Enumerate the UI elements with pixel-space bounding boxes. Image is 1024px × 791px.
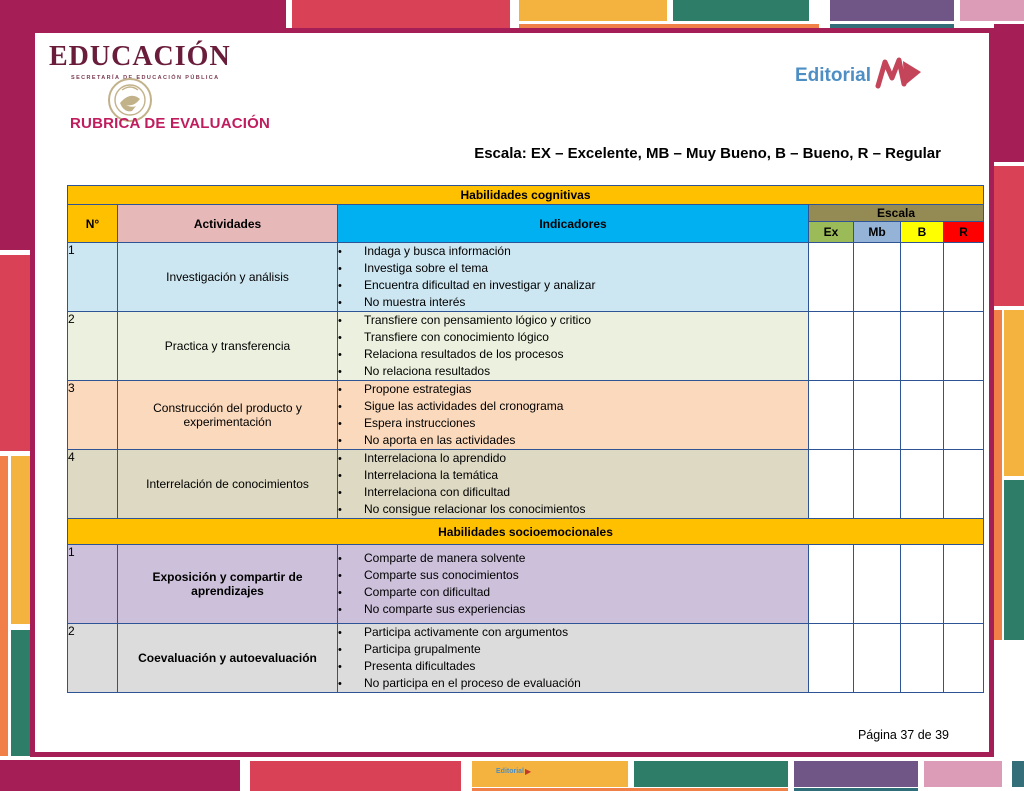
indicator-text: Comparte con dificultad (364, 585, 491, 599)
bullet-icon: • (338, 504, 342, 516)
border-tile (11, 630, 30, 756)
bullet-icon: • (338, 263, 342, 275)
border-tile (472, 761, 628, 787)
indicator-item (338, 467, 808, 484)
bullet-icon: • (338, 470, 342, 482)
indicator-text: Participa activamente con argumentos (364, 625, 569, 639)
border-tile (994, 24, 1024, 162)
activity-cell: Construcción del producto y experimentación (118, 381, 338, 450)
table-row (68, 312, 984, 381)
border-tile (1004, 480, 1024, 640)
border-tile (673, 0, 809, 21)
indicator-item (338, 381, 808, 398)
bullet-icon: • (338, 418, 342, 430)
indicator-text: Espera instrucciones (364, 416, 476, 430)
indicator-item (338, 584, 808, 601)
bullet-icon: • (338, 587, 342, 599)
bullet-icon: • (338, 280, 342, 292)
border-tile (1004, 310, 1024, 476)
border-tile (994, 310, 1002, 640)
activity-cell: Coevaluación y autoevaluación (118, 624, 338, 693)
bullet-icon: • (338, 678, 342, 690)
column-header-activities: Actividades (118, 205, 338, 243)
bullet-icon: • (338, 349, 342, 361)
editorial-md-mini-logo (496, 767, 531, 776)
border-tile (960, 0, 1024, 21)
indicator-text: Relaciona resultados de los procesos (364, 347, 564, 361)
indicator-text: Presenta dificultades (364, 659, 476, 673)
editorial-mini-text: Editorial (496, 768, 525, 775)
indicator-item (338, 398, 808, 415)
bullet-icon: • (338, 435, 342, 447)
scale-cell-r (944, 624, 984, 693)
scale-cell-b (901, 450, 944, 519)
bullet-icon: • (338, 246, 342, 258)
activity-cell: Exposición y compartir de aprendizajes (118, 545, 338, 624)
indicator-text: Comparte sus conocimientos (364, 568, 519, 582)
border-tile (924, 761, 1002, 787)
educacion-subtitle: SECRETARÍA DE EDUCACIÓN PÚBLICA (71, 75, 220, 81)
indicator-item (338, 432, 808, 449)
indicator-text: No muestra interés (364, 295, 466, 309)
page (30, 28, 994, 757)
scale-cell-b (901, 381, 944, 450)
editorial-text: Editorial (794, 64, 871, 86)
row-number: 2 (68, 624, 118, 693)
scale-cell-mb (854, 381, 901, 450)
scale-cell-r (944, 450, 984, 519)
scale-level-mb: Mb (854, 222, 901, 243)
educacion-logo (49, 41, 309, 81)
indicators-cell (338, 243, 809, 312)
section-header-socioemotional: Habilidades socioemocionales (68, 519, 984, 545)
border-tile (794, 761, 918, 787)
table-row (68, 450, 984, 519)
border-tile (0, 456, 8, 756)
border-tile (519, 0, 667, 21)
indicator-item (338, 277, 808, 294)
row-number: 1 (68, 545, 118, 624)
page-number: Página 37 de 39 (857, 728, 949, 742)
activity-cell: Investigación y análisis (118, 243, 338, 312)
scale-cell-ex (809, 624, 854, 693)
indicator-text: No participa en el proceso de evaluación (364, 676, 581, 690)
scale-cell-ex (809, 450, 854, 519)
indicator-item (338, 675, 808, 692)
indicator-item (338, 484, 808, 501)
scale-legend: Escala: EX – Excelente, MB – Muy Bueno, B – Bueno, R – Regular (474, 145, 941, 162)
indicator-text: Participa grupalmente (364, 642, 481, 656)
border-tile (0, 760, 240, 791)
bullet-icon: • (338, 644, 342, 656)
bullet-icon: • (338, 570, 342, 582)
border-tile (292, 0, 510, 28)
indicator-item (338, 641, 808, 658)
section-header-cognitive: Habilidades cognitivas (68, 186, 984, 205)
indicator-item (338, 550, 808, 567)
border-tile (11, 456, 30, 624)
bullet-icon: • (338, 661, 342, 673)
indicator-item (338, 450, 808, 467)
indicator-item (338, 243, 808, 260)
bullet-icon: • (338, 332, 342, 344)
border-tile (994, 166, 1024, 306)
row-number: 4 (68, 450, 118, 519)
bullet-icon: • (338, 604, 342, 616)
scale-cell-ex (809, 545, 854, 624)
activity-cell: Practica y transferencia (118, 312, 338, 381)
scale-cell-r (944, 312, 984, 381)
indicators-cell (338, 624, 809, 693)
indicator-item (338, 601, 808, 618)
indicator-item (338, 294, 808, 311)
bullet-icon: • (338, 553, 342, 565)
indicator-item (338, 312, 808, 329)
scale-cell-b (901, 545, 944, 624)
scale-cell-mb (854, 450, 901, 519)
indicators-cell (338, 450, 809, 519)
scale-cell-ex (809, 381, 854, 450)
border-tile (1012, 761, 1024, 787)
indicator-text: No comparte sus experiencias (364, 602, 526, 616)
scale-cell-mb (854, 312, 901, 381)
table-row (68, 381, 984, 450)
table-row (68, 545, 984, 624)
border-tile (830, 0, 954, 21)
page-title: RUBRICA DE EVALUACIÓN (70, 115, 271, 132)
indicator-text: Propone estrategias (364, 382, 472, 396)
bullet-icon: • (338, 315, 342, 327)
indicator-item (338, 415, 808, 432)
column-header-scale: Escala (809, 205, 984, 222)
scale-cell-b (901, 624, 944, 693)
bullet-icon: • (338, 384, 342, 396)
indicator-text: Encuentra dificultad en investigar y analizar (364, 278, 596, 292)
row-number: 3 (68, 381, 118, 450)
table-row (68, 624, 984, 693)
border-tile (250, 761, 461, 791)
indicator-text: Sigue las actividades del cronograma (364, 399, 564, 413)
bullet-icon: • (338, 453, 342, 465)
indicators-cell (338, 381, 809, 450)
md-mark-icon (873, 55, 923, 96)
scale-level-r: R (944, 222, 984, 243)
indicators-cell (338, 545, 809, 624)
scale-cell-r (944, 243, 984, 312)
border-tile (0, 28, 30, 250)
indicator-text: Interrelaciona la temática (364, 468, 499, 482)
indicator-item (338, 329, 808, 346)
indicator-text: No consigue relacionar los conocimientos (364, 502, 586, 516)
indicator-text: Investiga sobre el tema (364, 261, 489, 275)
scale-level-b: B (901, 222, 944, 243)
indicator-item (338, 346, 808, 363)
editorial-md-logo (795, 55, 923, 96)
column-header-num: N° (68, 205, 118, 243)
scale-cell-b (901, 312, 944, 381)
indicators-cell (338, 312, 809, 381)
border-tile (634, 761, 788, 787)
scale-cell-mb (854, 545, 901, 624)
bullet-icon: • (338, 297, 342, 309)
bullet-icon: • (338, 366, 342, 378)
indicator-text: Transfiere con pensamiento lógico y critico (364, 313, 591, 327)
indicator-text: Interrelaciona lo aprendido (364, 451, 507, 465)
column-header-indicators: Indicadores (338, 205, 809, 243)
scale-cell-mb (854, 243, 901, 312)
bullet-icon: • (338, 627, 342, 639)
indicator-text: No relaciona resultados (364, 364, 491, 378)
indicator-text: Comparte de manera solvente (364, 551, 526, 565)
scale-cell-ex (809, 312, 854, 381)
scale-cell-b (901, 243, 944, 312)
row-number: 2 (68, 312, 118, 381)
indicator-text: No aporta en las actividades (364, 433, 516, 447)
indicator-text: Indaga y busca información (364, 244, 511, 258)
indicator-item (338, 501, 808, 518)
indicator-item (338, 624, 808, 641)
indicator-item (338, 567, 808, 584)
row-number: 1 (68, 243, 118, 312)
scale-cell-ex (809, 243, 854, 312)
border-tile (0, 255, 30, 451)
indicator-item (338, 363, 808, 380)
bullet-icon: • (338, 487, 342, 499)
scale-cell-r (944, 381, 984, 450)
scale-cell-r (944, 545, 984, 624)
scale-cell-mb (854, 624, 901, 693)
editorial-mini-play-icon: ▶ (525, 767, 532, 776)
bullet-icon: • (338, 401, 342, 413)
table-row (68, 243, 984, 312)
border-tile (0, 0, 286, 28)
indicator-text: Transfiere con conocimiento lógico (364, 330, 549, 344)
rubric-table (67, 185, 984, 693)
scale-level-ex: Ex (809, 222, 854, 243)
activity-cell: Interrelación de conocimientos (118, 450, 338, 519)
educacion-wordmark: EDUCACIÓN (49, 41, 231, 72)
indicator-item (338, 260, 808, 277)
indicator-text: Interrelaciona con dificultad (364, 485, 511, 499)
indicator-item (338, 658, 808, 675)
